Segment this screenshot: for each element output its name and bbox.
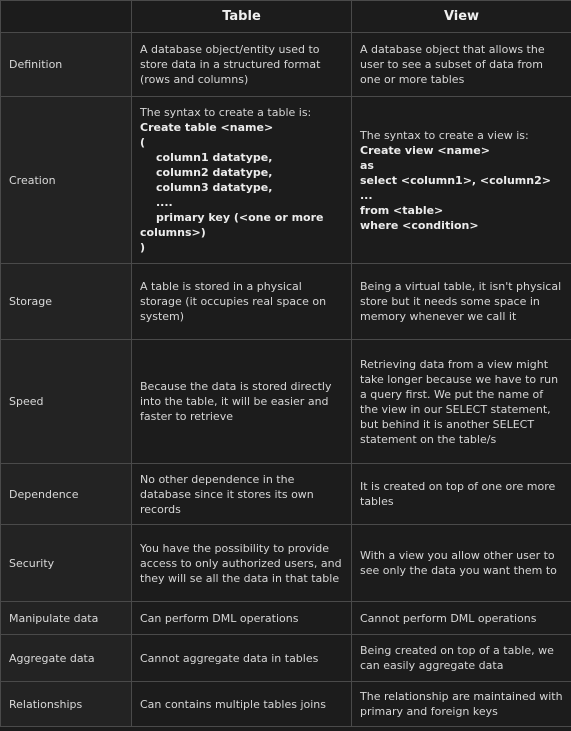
row-label-dependence: Dependence — [1, 464, 132, 525]
row-label-creation: Creation — [1, 97, 132, 264]
table-aggregate-cell: Cannot aggregate data in tables — [132, 635, 352, 682]
code-line: primary key (<one or more — [156, 211, 324, 224]
header-empty-cell — [1, 1, 132, 33]
row-speed — [1, 340, 571, 464]
view-manipulate-cell: Cannot perform DML operations — [352, 602, 571, 635]
row-storage — [1, 264, 571, 340]
view-aggregate-cell: Being created on top of a table, we can easily aggregate data — [352, 635, 571, 682]
row-aggregate-data — [1, 635, 571, 682]
row-security — [1, 525, 571, 602]
table-storage-cell: A table is stored in a physical storage (it occupies real space on system) — [132, 264, 352, 340]
row-dependence — [1, 464, 571, 525]
header-view: View — [352, 1, 571, 33]
code-line: column1 datatype, — [156, 151, 273, 164]
row-relationships — [1, 682, 571, 727]
row-label-security: Security — [1, 525, 132, 602]
code-line: column2 datatype, — [156, 166, 273, 179]
code-line: .... — [156, 196, 173, 209]
row-label-aggregate-data: Aggregate data — [1, 635, 132, 682]
code-line: Create view <name> — [360, 143, 490, 157]
table-relationships-cell: Can contains multiple tables joins — [132, 682, 352, 727]
code-line: columns>) — [140, 226, 206, 239]
row-label-speed: Speed — [1, 340, 132, 464]
code-line: where <condition> — [360, 218, 479, 232]
table-manipulate-cell: Can perform DML operations — [132, 602, 352, 635]
row-label-manipulate-data: Manipulate data — [1, 602, 132, 635]
row-manipulate-data — [1, 602, 571, 635]
table-dependence-cell: No other dependence in the database since it stores its own records — [132, 464, 352, 525]
row-label-storage: Storage — [1, 264, 132, 340]
view-creation-intro: The syntax to create a view is: — [360, 128, 529, 142]
row-creation — [1, 97, 571, 264]
code-line: ( — [140, 136, 146, 149]
table-definition-cell: A database object/entity used to store data in a structured format (rows and columns) — [132, 33, 352, 97]
code-line: select <column1>, <column2> — [360, 173, 551, 187]
code-line: ... — [360, 188, 373, 202]
code-line: ) — [140, 241, 146, 254]
view-speed-cell: Retrieving data from a view might take longer because we have to run a query first. We put the name of the view in our SELECT statement, but behind it is another SELECT statement on the table/s — [352, 340, 571, 464]
header-row — [1, 1, 571, 33]
code-line: column3 datatype, — [156, 181, 273, 194]
row-definition — [1, 33, 571, 97]
table-security-cell: You have the possibility to provide access to only authorized users, and they will se all the data in that table — [132, 525, 352, 602]
code-line: Create table <name> — [140, 121, 274, 134]
table-creation-intro: The syntax to create a table is: — [140, 106, 312, 119]
view-definition-cell: A database object that allows the user to see a subset of data from one or more tables — [352, 33, 571, 97]
code-line: from <table> — [360, 203, 444, 217]
view-dependence-cell: It is created on top of one ore more tables — [352, 464, 571, 525]
view-creation-cell — [352, 97, 571, 264]
view-relationships-cell: The relationship are maintained with primary and foreign keys — [352, 682, 571, 727]
view-security-cell: With a view you allow other user to see only the data you want them to — [352, 525, 571, 602]
code-line: as — [360, 158, 374, 172]
table-speed-cell: Because the data is stored directly into the table, it will be easier and faster to retrieve — [132, 340, 352, 464]
header-table: Table — [132, 1, 352, 33]
view-storage-cell: Being a virtual table, it isn't physical store but it needs some space in memory whenever we call it — [352, 264, 571, 340]
table-creation-cell — [132, 97, 352, 264]
row-label-definition: Definition — [1, 33, 132, 97]
row-label-relationships: Relationships — [1, 682, 132, 727]
